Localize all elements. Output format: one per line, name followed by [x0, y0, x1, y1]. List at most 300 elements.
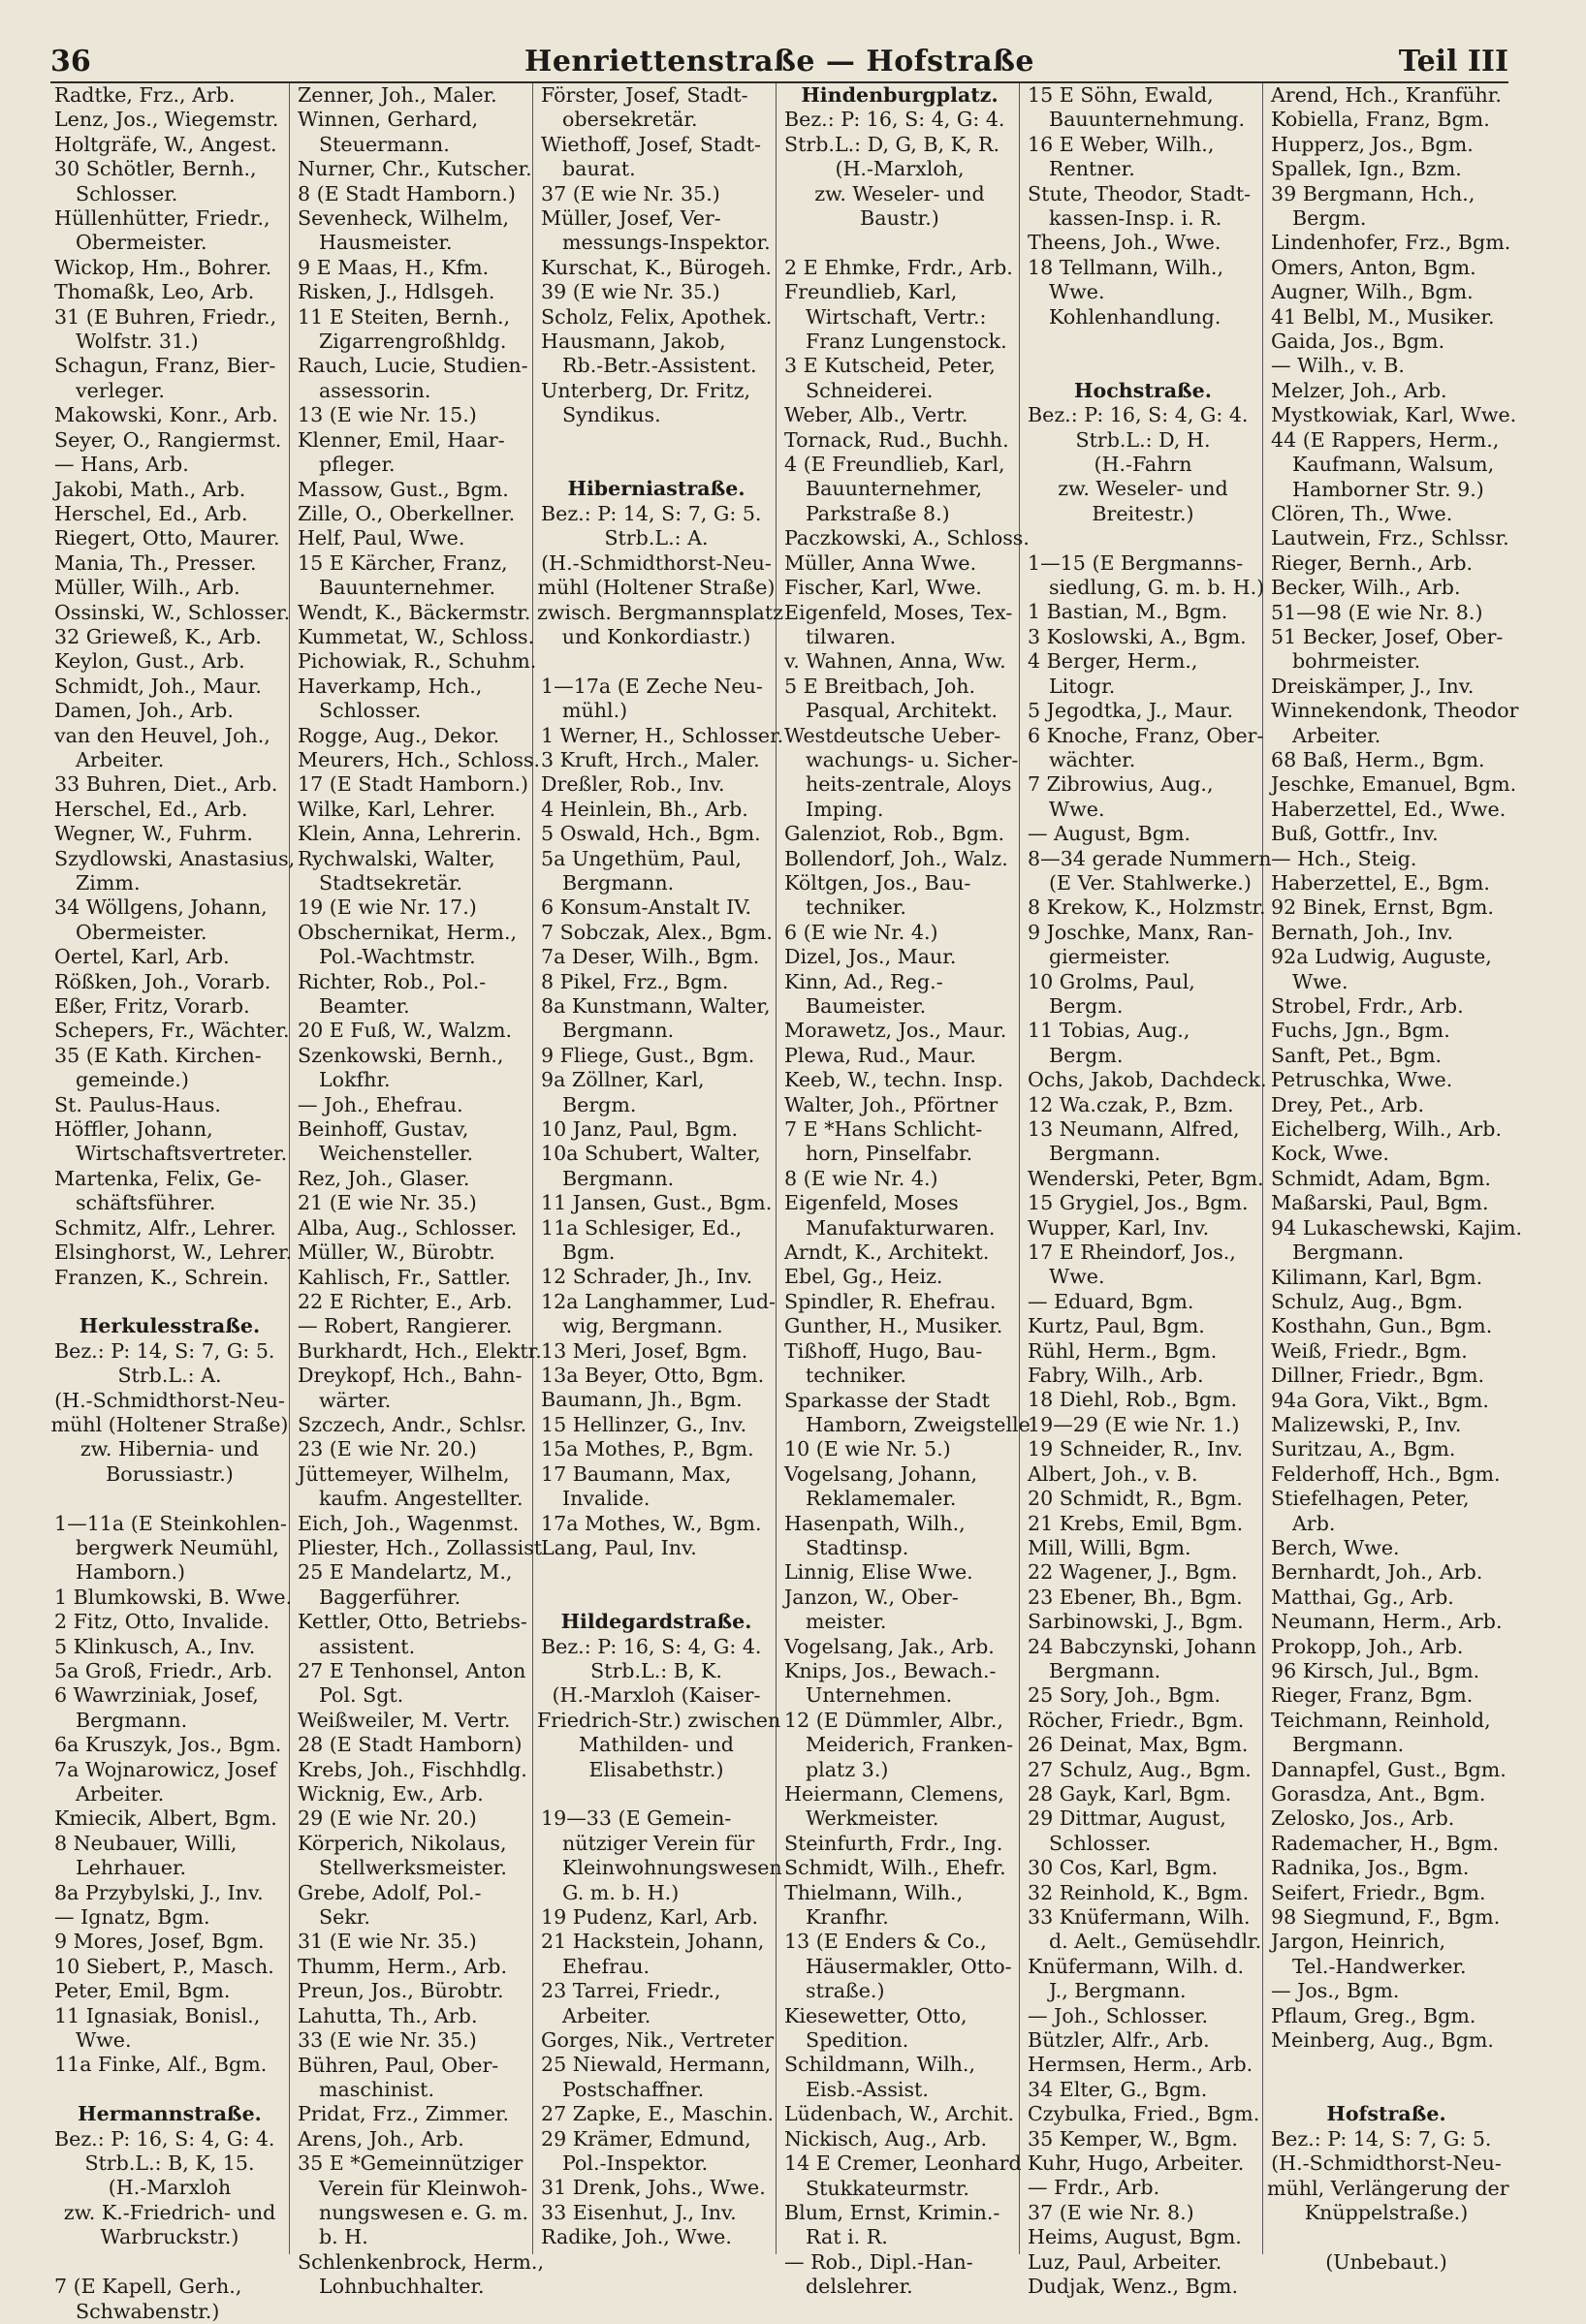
directory-entry: Bez.: P: 16, S: 4, G: 4. — [1028, 403, 1249, 427]
directory-entry: Keeb, W., techn. Insp. — [784, 1068, 1003, 1092]
directory-entry: Bez.: P: 16, S: 4, G: 4. — [784, 108, 1005, 132]
directory-entry: Omers, Anton, Bgm. — [1271, 255, 1476, 279]
directory-entry: Nurner, Chr., Kutscher. — [298, 157, 532, 181]
spacer — [1024, 354, 1262, 378]
directory-entry: Prokopp, Joh., Arb. — [1271, 1634, 1464, 1658]
street-info: Warbruckstr.) — [100, 2225, 239, 2249]
directory-entry: Berch, Wwe. — [1271, 1535, 1400, 1559]
directory-entry: Haberzettel, E., Bgm. — [1271, 871, 1490, 895]
directory-entry: Radtke, Frz., Arb. — [54, 83, 236, 107]
directory-entry: Szydlowski, Anastasius, — [54, 846, 296, 870]
directory-entry: 18 Diehl, Rob., Bgm. — [1028, 1388, 1238, 1412]
directory-entry: 13a Beyer, Otto, Bgm. — [541, 1364, 765, 1388]
directory-entry: 1 Blumkowski, B. Wwe. — [54, 1585, 293, 1609]
column-3 — [537, 83, 784, 2254]
directory-entry: — Wilh., v. B. — [1271, 354, 1405, 378]
directory-entry: Müller, Anna Wwe. — [784, 550, 977, 575]
directory-entry: 6a Kruszyk, Jos., Bgm. — [54, 1733, 282, 1757]
directory-entry: 15 E Söhn, Ewald, — [1028, 83, 1214, 107]
page-title: Henriettenstraße — Hofstraße — [523, 45, 1035, 79]
directory-entry: Gorges, Nik., Vertreter — [541, 2028, 775, 2052]
directory-entry: 37 (E wie Nr. 35.) — [541, 181, 720, 205]
street-info: (H.-Marxloh, — [835, 157, 965, 181]
entry-continuation: Litogr. — [1049, 674, 1116, 698]
entry-continuation: techniker. — [806, 1364, 906, 1388]
directory-entry: 10 Janz, Paul, Bgm. — [541, 1117, 739, 1142]
directory-entry: 5 Oswald, Hch., Bgm. — [541, 822, 761, 846]
directory-entry: 20 E Fuß, W., Walzm. — [298, 1019, 513, 1043]
directory-entry: Albert, Joh., v. B. — [1028, 1461, 1198, 1486]
entry-continuation: Arbeiter. — [562, 2003, 651, 2027]
directory-entry: Schmitz, Alfr., Lehrer. — [54, 1215, 276, 1240]
directory-entry: Haberzettel, Ed., Wwe. — [1271, 797, 1507, 821]
directory-entry: 11 Ignasiak, Bonisl., — [54, 2003, 261, 2027]
entry-continuation: nungswesen e. G. m. — [319, 2200, 529, 2224]
directory-entry: 10 Siebert, P., Masch. — [54, 1954, 274, 1978]
directory-entry: Eigenfeld, Moses — [784, 1191, 959, 1215]
entry-continuation: mühl.) — [562, 699, 628, 723]
directory-entry: 8a Przybylski, J., Inv. — [54, 1880, 264, 1904]
directory-entry: Peter, Emil, Bgm. — [54, 1979, 231, 2003]
entry-continuation: Ehefrau. — [562, 1954, 650, 1978]
directory-entry: 8 Pikel, Frz., Bgm. — [541, 969, 729, 993]
directory-entry: Bez.: P: 16, S: 4, G: 4. — [54, 2126, 275, 2151]
entry-continuation: G. m. b. H.) — [562, 1880, 680, 1904]
directory-entry: 33 (E wie Nr. 35.) — [298, 2028, 477, 2053]
directory-entry: 2 Fitz, Otto, Invalide. — [54, 1610, 270, 1634]
street-info: zw. Weseler- und — [1058, 477, 1228, 501]
directory-entry: Malizewski, P., Inv. — [1271, 1412, 1462, 1436]
directory-entry: 33 Eisenhut, J., Inv. — [541, 2200, 737, 2224]
directory-entry: Teichmann, Reinhold, — [1271, 1708, 1491, 1732]
directory-entry: Kmiecik, Albert, Bgm. — [54, 1806, 277, 1831]
directory-entry: Schmidt, Joh., Maur. — [54, 674, 262, 698]
directory-entry: 32 Grieweß, K., Arb. — [54, 624, 262, 648]
directory-entry: Makowski, Konr., Arb. — [54, 403, 278, 427]
directory-entry: Baumann, Jh., Bgm. — [541, 1388, 743, 1412]
directory-entry: Krebs, Joh., Fischhdlg. — [298, 1757, 527, 1781]
directory-entry: 5 Jegodtka, J., Maur. — [1028, 699, 1234, 723]
directory-entry: Massow, Gust., Bgm. — [298, 477, 509, 501]
directory-entry: Janzon, W., Ober- — [784, 1585, 959, 1609]
directory-entry: Lüdenbach, W., Archit. — [784, 2102, 1015, 2126]
directory-entry: 7 (E Kapell, Gerh., — [54, 2275, 242, 2299]
spacer — [1267, 2078, 1506, 2102]
directory-entry: Herschel, Ed., Arb. — [54, 797, 248, 821]
directory-entry: 4 Berger, Herm., — [1028, 649, 1198, 674]
street-info: Knüppelstraße.) — [1304, 2200, 1469, 2224]
directory-entry: Müller, W., Bürobtr. — [298, 1241, 495, 1265]
directory-entry: Theens, Joh., Wwe. — [1028, 231, 1221, 255]
directory-entry: 5 Klinkusch, A., Inv. — [54, 1634, 256, 1658]
street-info: Breitestr.) — [1092, 501, 1194, 525]
directory-entry: 2 E Ehmke, Frdr., Arb. — [784, 255, 1013, 279]
directory-entry: Dannapfel, Gust., Bgm. — [1271, 1757, 1507, 1781]
directory-entry: Eichelberg, Wilh., Arb. — [1271, 1117, 1503, 1142]
directory-entry: 13 (E wie Nr. 15.) — [298, 403, 477, 427]
directory-entry: Hupperz, Jos., Bgm. — [1271, 132, 1474, 156]
entry-continuation: Bergmann. — [1292, 1733, 1405, 1757]
directory-entry: Weber, Alb., Vertr. — [784, 403, 968, 427]
directory-entry: 94a Gora, Vikt., Bgm. — [1271, 1388, 1489, 1412]
directory-entry: 28 (E Stadt Hamborn) — [298, 1733, 523, 1757]
directory-entry: 7 Sobczak, Alex., Bgm. — [541, 920, 773, 944]
directory-entry: 18 Tellmann, Wilh., — [1028, 255, 1224, 279]
street-info: Borussiastr.) — [106, 1461, 234, 1486]
directory-entry: Unterberg, Dr. Fritz, — [541, 378, 750, 402]
directory-entry: Vogelsang, Johann, — [784, 1461, 977, 1486]
directory-entry: Schlenkenbrock, Herm., — [298, 2249, 545, 2274]
entry-continuation: Werkmeister. — [806, 1806, 939, 1831]
directory-entry: Knüfermann, Wilh. d. — [1028, 1954, 1245, 1978]
directory-entry: Bernhardt, Joh., Arb. — [1271, 1560, 1483, 1585]
directory-entry: Heims, August, Bgm. — [1028, 2225, 1242, 2249]
directory-entry: 37 (E wie Nr. 8.) — [1028, 2200, 1194, 2224]
entry-continuation: Stellwerksmeister. — [319, 1856, 507, 1880]
directory-entry: Thumm, Herm., Arb. — [298, 1954, 508, 1978]
entry-continuation: Wirtschaftsvertreter. — [76, 1142, 288, 1166]
directory-entry: Buß, Gottfr., Inv. — [1271, 822, 1439, 846]
directory-entry: Bollendorf, Joh., Walz. — [784, 846, 1008, 870]
directory-entry: 27 Zapke, E., Maschin. — [541, 2102, 775, 2126]
entry-continuation: baurat. — [562, 157, 636, 181]
entry-continuation: Wwe. — [1049, 280, 1105, 304]
entry-continuation: Bergm. — [562, 1092, 637, 1116]
entry-continuation: Rat i. R. — [806, 2225, 888, 2249]
entry-continuation: Parkstraße 8.) — [806, 501, 950, 525]
directory-entry: Dreiskämper, J., Inv. — [1271, 674, 1475, 698]
directory-entry: Wendt, K., Bäckermstr. — [298, 600, 531, 624]
directory-entry: Kurtz, Paul, Bgm. — [1028, 1314, 1205, 1338]
directory-entry: Mill, Willi, Bgm. — [1028, 1535, 1191, 1559]
entry-continuation: Sekr. — [319, 1905, 370, 1930]
directory-entry: Kettler, Otto, Betriebs- — [298, 1610, 527, 1634]
directory-entry: Dreßler, Rob., Inv. — [541, 772, 725, 797]
directory-entry: Steinfurth, Frdr., Ing. — [784, 1831, 1003, 1855]
directory-entry: 23 Tarrei, Friedr., — [541, 1979, 721, 2003]
directory-entry: 22 Wagener, J., Bgm. — [1028, 1560, 1238, 1585]
directory-entry: 31 Drenk, Johs., Wwe. — [541, 2176, 766, 2200]
directory-entry: 1—11a (E Steinkohlen- — [54, 1511, 287, 1535]
entry-continuation: Bergm. — [1292, 206, 1367, 231]
directory-entry: Spindler, R. Ehefrau. — [784, 1289, 997, 1313]
directory-entry: 6 Knoche, Franz, Ober- — [1028, 723, 1264, 747]
directory-entry: Arend, Hch., Kranführ. — [1271, 83, 1502, 107]
spacer — [537, 1586, 776, 1610]
directory-entry: 44 (E Rappers, Herm., — [1271, 427, 1500, 452]
directory-entry: 4 (E Freundlieb, Karl, — [784, 453, 1005, 477]
directory-entry: 14 E Cremer, Leonhard — [784, 2151, 1022, 2176]
directory-entry: Becker, Wilh., Arb. — [1271, 576, 1461, 600]
directory-entry: Sarbinowski, J., Bgm. — [1028, 1610, 1244, 1634]
entry-continuation: Bergmann. — [1049, 1142, 1161, 1166]
directory-entry: Seyer, O., Rangiermst. — [54, 427, 282, 452]
directory-entry: 68 Baß, Herm., Bgm. — [1271, 747, 1485, 771]
directory-entry: Riegert, Otto, Maurer. — [54, 526, 280, 550]
spacer — [1024, 526, 1262, 550]
entry-continuation: Hausmeister. — [319, 231, 453, 255]
directory-entry: Lautwein, Frz., Schlssr. — [1271, 526, 1509, 550]
entry-continuation: Pol. Sgt. — [319, 1683, 404, 1708]
entry-continuation: Schneiderei. — [806, 378, 934, 402]
directory-entry: Fuchs, Jgn., Bgm. — [1271, 1019, 1450, 1043]
street-info: Friedrich-Str.) zwischen — [537, 1708, 781, 1732]
directory-entry: Gaida, Jos., Bgm. — [1271, 330, 1445, 354]
directory-entry: 17 (E Stadt Hamborn.) — [298, 772, 529, 797]
directory-entry: Richter, Rob., Pol.- — [298, 969, 487, 993]
entry-continuation: Bauunternehmung. — [1049, 108, 1246, 132]
directory-entry: Neumann, Herm., Arb. — [1271, 1610, 1503, 1634]
directory-entry: 8—34 gerade Nummern — [1028, 846, 1272, 870]
directory-entry: Rychwalski, Walter, — [298, 846, 495, 870]
directory-entry: Dudjak, Wenz., Bgm. — [1028, 2275, 1239, 2299]
street-info: Baustr.) — [860, 206, 939, 231]
directory-entry: 51 Becker, Josef, Ober- — [1271, 624, 1504, 648]
directory-entry: 21 Hackstein, Johann, — [541, 1930, 765, 1954]
directory-entry: Dreykopf, Hch., Bahn- — [298, 1364, 523, 1388]
directory-entry: Holtgräfe, W., Angest. — [54, 132, 277, 156]
directory-entry: 11 Jansen, Gust., Bgm. — [541, 1191, 773, 1215]
directory-entry: Damen, Joh., Arb. — [54, 699, 234, 723]
directory-entry: 12 (E Dümmler, Albr., — [784, 1708, 1003, 1732]
directory-entry: Weiß, Friedr., Bgm. — [1271, 1338, 1468, 1363]
directory-entry: 10a Schubert, Walter, — [541, 1142, 761, 1166]
directory-entry: — August, Bgm. — [1028, 822, 1191, 846]
directory-entry: 8 Krekow, K., Holzmstr. — [1028, 895, 1266, 920]
directory-entry: Sevenheck, Wilhelm, — [298, 206, 510, 231]
spacer — [537, 1782, 776, 1806]
directory-entry: Höffler, Johann, — [54, 1117, 213, 1142]
directory-entry: Müller, Josef, Ver- — [541, 206, 721, 231]
entry-continuation: wachungs- u. Sicher- — [806, 747, 1019, 771]
directory-entry: Bez.: P: 16, S: 4, G: 4. — [541, 1634, 762, 1658]
directory-entry: Fabry, Wilh., Arb. — [1028, 1364, 1204, 1388]
spacer — [1267, 2054, 1506, 2078]
directory-entry: Lindenhofer, Frz., Bgm. — [1271, 231, 1511, 255]
entry-continuation: Rentner. — [1049, 157, 1135, 181]
column-1 — [50, 83, 296, 2323]
entry-continuation: Baggerführer. — [319, 1585, 461, 1609]
street-info: mühl (Holtener Straße) — [50, 1412, 289, 1436]
entry-continuation: Stadtsekretär. — [319, 871, 463, 895]
directory-entry: Stute, Theodor, Stadt- — [1028, 181, 1252, 205]
entry-continuation: Kohlenhandlung. — [1049, 304, 1221, 329]
directory-entry: 4 Heinlein, Bh., Arb. — [541, 797, 748, 821]
entry-continuation: Lehrhauer. — [76, 1856, 187, 1880]
directory-entry: 11 E Steiten, Bernh., — [298, 304, 511, 329]
directory-entry: 51—98 (E wie Nr. 8.) — [1271, 600, 1483, 624]
entry-continuation: Bergm. — [1049, 1043, 1124, 1067]
directory-entry: Galenziot, Rob., Bgm. — [784, 822, 1005, 846]
directory-entry: Luz, Paul, Arbeiter. — [1028, 2249, 1222, 2274]
street-info: Strb.L.: A. — [604, 526, 709, 550]
directory-entry: Dillner, Friedr., Bgm. — [1271, 1364, 1485, 1388]
directory-entry: 25 E Mandelartz, M., — [298, 1560, 513, 1585]
directory-entry: 11 Tobias, Aug., — [1028, 1019, 1190, 1043]
spacer — [50, 2250, 289, 2275]
entry-continuation: Hamborner Str. 9.) — [1292, 477, 1484, 501]
entry-continuation: Baumeister. — [806, 994, 927, 1019]
directory-entry: Förster, Josef, Stadt- — [541, 83, 748, 107]
street-info: Strb.L.: B, K, 15. — [84, 2151, 255, 2176]
directory-entry: 29 Dittmar, August, — [1028, 1806, 1226, 1831]
entry-continuation: wächter. — [1049, 747, 1136, 771]
directory-entry: Kiesewetter, Otto, — [784, 2003, 967, 2027]
directory-entry: 23 (E wie Nr. 20.) — [298, 1437, 477, 1461]
directory-entry: 9 Joschke, Manx, Ran- — [1028, 920, 1254, 944]
entry-continuation: Bergmann. — [562, 1166, 675, 1190]
entry-continuation: maschinist. — [319, 2077, 434, 2101]
directory-entry: 9 Mores, Josef, Bgm. — [54, 1930, 265, 1954]
directory-entry: Ochs, Jakob, Dachdeck. — [1028, 1068, 1267, 1092]
directory-entry: Jüttemeyer, Wilhelm, — [298, 1461, 510, 1486]
directory-entry: Rieger, Franz, Bgm. — [1271, 1683, 1474, 1708]
directory-entry: 15 Grygiel, Jos., Bgm. — [1028, 1191, 1249, 1215]
directory-entry: 5 E Breitbach, Joh. — [784, 674, 976, 698]
street-heading: Hiberniastraße. — [567, 477, 745, 501]
street-info: Elisabethstr.) — [588, 1757, 724, 1781]
spacer — [50, 1290, 289, 1314]
directory-entry: 25 Niewald, Hermann, — [541, 2053, 772, 2077]
directory-entry: 7a Deser, Wilh., Bgm. — [541, 945, 760, 969]
entry-continuation: Zigarrengroßhldg. — [319, 330, 507, 354]
entry-continuation: Arbeiter. — [76, 747, 165, 771]
directory-entry: Kilimann, Karl, Bgm. — [1271, 1265, 1483, 1289]
directory-entry: 27 Schulz, Aug., Bgm. — [1028, 1757, 1252, 1781]
directory-entry: Hermsen, Herm., Arb. — [1028, 2053, 1253, 2077]
entry-continuation: meister. — [806, 1610, 887, 1634]
entry-continuation: messungs-Inspektor. — [562, 231, 771, 255]
directory-entry: Wenderski, Peter, Bgm. — [1028, 1166, 1264, 1190]
entry-continuation: Bergmann. — [1292, 1241, 1405, 1265]
directory-entry: Eich, Joh., Wagenmst. — [298, 1511, 520, 1535]
directory-entry: 24 Babczynski, Johann — [1028, 1634, 1257, 1658]
directory-entry: Meurers, Hch., Schloss. — [298, 747, 541, 771]
directory-entry: 30 Cos, Karl, Bgm. — [1028, 1856, 1219, 1880]
directory-entry: 9 E Maas, H., Kfm. — [298, 255, 490, 279]
entry-continuation: assessorin. — [319, 378, 431, 402]
directory-entry: Freundlieb, Karl, — [784, 280, 958, 304]
entry-continuation: Hamborn, Zweigstelle — [806, 1412, 1031, 1436]
entry-continuation: b. H. — [319, 2225, 368, 2249]
directory-entry: Jeschke, Emanuel, Bgm. — [1271, 772, 1517, 797]
directory-entry: Beinhoff, Gustav, — [298, 1117, 469, 1142]
directory-entry: 7a Wojnarowicz, Josef — [54, 1757, 276, 1781]
directory-entry: Dizel, Jos., Maur. — [784, 945, 957, 969]
directory-entry: Pichowiak, R., Schuhm. — [298, 649, 537, 674]
entry-continuation: siedlung, G. m. b. H.) — [1049, 576, 1265, 600]
directory-entry: 31 (E Buhren, Friedr., — [54, 304, 277, 329]
entry-continuation: Unternehmen. — [806, 1683, 953, 1708]
column-4 — [780, 83, 1031, 2299]
entry-continuation: Pol.-Wachtmstr. — [319, 945, 476, 969]
entry-continuation: Bergm. — [1049, 993, 1124, 1018]
directory-entry: 9a Zöllner, Karl, — [541, 1068, 705, 1092]
directory-entry: Wickop, Hm., Bohrer. — [54, 255, 272, 279]
directory-entry: 34 Wöllgens, Johann, — [54, 895, 268, 920]
directory-entry: Zille, O., Oberkellner. — [298, 501, 516, 525]
directory-entry: Plewa, Rud., Maur. — [784, 1043, 976, 1067]
directory-entry: Lenz, Jos., Wiegemstr. — [54, 108, 279, 132]
directory-entry: — Joh., Schlosser. — [1028, 2003, 1209, 2027]
entry-continuation: platz 3.) — [806, 1757, 889, 1781]
directory-entry: Heiermann, Clemens, — [784, 1782, 1004, 1806]
directory-entry: Matthai, Gg., Arb. — [1271, 1585, 1454, 1609]
directory-entry: 11a Schlesiger, Ed., — [541, 1215, 743, 1240]
street-heading: Hochstraße. — [1074, 378, 1212, 402]
entry-continuation: horn, Pinselfabr. — [806, 1142, 973, 1166]
directory-entry: Meinberg, Aug., Bgm. — [1271, 2028, 1494, 2053]
directory-entry: Fischer, Karl, Wwe. — [784, 576, 982, 600]
entry-continuation: Wwe. — [1292, 969, 1348, 993]
entry-continuation: Wwe. — [1049, 797, 1105, 821]
spacer — [537, 1560, 776, 1585]
directory-entry: 12a Langhammer, Lud- — [541, 1289, 776, 1313]
directory-entry: 17a Mothes, W., Bgm. — [541, 1511, 762, 1535]
directory-entry: Szczech, Andr., Schlsr. — [298, 1412, 527, 1436]
street-info: (Unbebaut.) — [1325, 2249, 1447, 2274]
directory-entry: Wegner, W., Fuhrm. — [54, 822, 253, 846]
street-info: (H.-Schmidthorst-Neu- — [1271, 2151, 1502, 2176]
entry-continuation: Bauunternehmer. — [319, 576, 496, 600]
column-6 — [1267, 83, 1523, 2274]
directory-entry: — Robert, Rangierer. — [298, 1314, 513, 1338]
directory-entry: Lahutta, Th., Arb. — [298, 2003, 478, 2027]
directory-entry: 15 Hellinzer, G., Inv. — [541, 1412, 747, 1436]
column-5 — [1024, 83, 1272, 2299]
entry-continuation: Obermeister. — [76, 920, 207, 944]
directory-entry: Wupper, Karl, Inv. — [1028, 1215, 1210, 1240]
directory-entry: Költgen, Jos., Bau- — [784, 870, 971, 895]
page-number: 36 — [50, 45, 91, 79]
directory-entry: 92a Ludwig, Auguste, — [1271, 945, 1492, 969]
entry-continuation: (E Ver. Stahlwerke.) — [1049, 870, 1252, 895]
entry-continuation: J., Bergmann. — [1049, 1979, 1187, 2003]
directory-entry: Mania, Th., Presser. — [54, 550, 257, 575]
directory-entry: Bez.: P: 14, S: 7, G: 5. — [1271, 2126, 1492, 2151]
directory-entry: Klein, Anna, Lehrerin. — [298, 822, 523, 846]
directory-entry: 21 (E wie Nr. 35.) — [298, 1191, 477, 1215]
directory-entry: Kock, Wwe. — [1271, 1142, 1389, 1166]
directory-entry: 22 E Richter, E., Arb. — [298, 1289, 513, 1313]
directory-entry: Vogelsang, Jak., Arb. — [784, 1634, 995, 1658]
directory-entry: Knips, Jos., Bewach.- — [784, 1658, 997, 1682]
directory-columns — [50, 83, 1523, 2323]
directory-entry: Rieger, Bernh., Arb. — [1271, 550, 1474, 575]
directory-entry: 5a Groß, Friedr., Arb. — [54, 1658, 273, 1682]
entry-continuation: Verein für Kleinwoh- — [319, 2176, 528, 2200]
directory-entry: 3 Koslowski, A., Bgm. — [1028, 624, 1247, 648]
directory-entry: 34 Elter, G., Bgm. — [1028, 2077, 1208, 2101]
spacer — [1267, 2225, 1506, 2249]
directory-entry: 6 Wawrziniak, Josef, — [54, 1683, 259, 1708]
entry-continuation: obersekretär. — [562, 108, 698, 132]
directory-entry: 3 Kruft, Hrch., Maler. — [541, 747, 760, 771]
directory-entry: Strb.L.: D, G, B, K, R. — [784, 132, 1000, 156]
directory-entry: Rogge, Aug., Dekor. — [298, 723, 500, 747]
street-info: mühl (Holtener Straße) — [537, 576, 776, 600]
directory-entry: Klenner, Emil, Haar- — [298, 427, 505, 452]
entry-continuation: Bergmann. — [562, 1019, 675, 1043]
entry-continuation: Wolfstr. 31.) — [76, 330, 199, 354]
entry-continuation: Kleinwohnungswesen — [562, 1856, 782, 1880]
directory-entry: 13 (E Enders & Co., — [784, 1930, 987, 1954]
street-info: Strb.L.: D, H. — [1075, 427, 1211, 452]
entry-continuation: Wwe. — [1049, 1265, 1105, 1289]
directory-entry: Müller, Wilh., Arb. — [54, 576, 240, 600]
directory-entry: Bez.: P: 14, S: 7, G: 5. — [541, 501, 762, 525]
entry-continuation: techniker. — [806, 895, 906, 920]
